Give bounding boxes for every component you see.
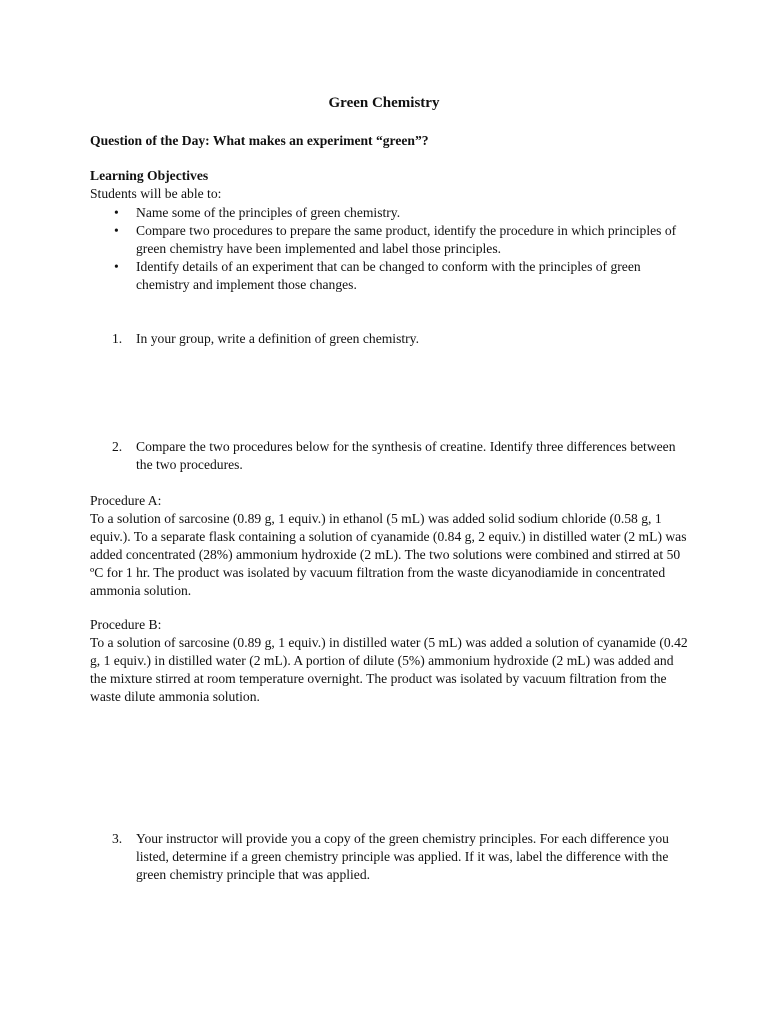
learning-objectives-intro: Students will be able to: (90, 186, 222, 201)
list-item (90, 258, 688, 294)
question-3 (90, 830, 688, 884)
objective-text: Name some of the principles of green chemistry. (136, 205, 401, 220)
objective-text: Compare two procedures to prepare the same product, identify the procedure in which principles of green chemistry have been implemented and label those principles. (136, 223, 677, 256)
question-text: In your group, write a definition of green chemistry. (136, 331, 419, 346)
procedure-a-label: Procedure A: (90, 493, 162, 508)
list-item (90, 204, 688, 222)
learning-objectives-heading: Learning Objectives (90, 168, 209, 183)
question-number: 1. (112, 331, 123, 346)
question-of-the-day: Question of the Day: What makes an experiment “green”? (90, 133, 429, 148)
bullet-icon: • (114, 259, 119, 274)
procedure-b-label: Procedure B: (90, 617, 162, 632)
question-text: Your instructor will provide you a copy of the green chemistry principles. For each difference you listed, determine if a green chemistry principle was applied. If it was, label the difference with the green chemistry principle that was applied. (136, 831, 669, 882)
question-text: Compare the two procedures below for the synthesis of creatine. Identify three differences between the two procedures. (136, 439, 676, 472)
question-number: 2. (112, 439, 123, 454)
list-item (90, 222, 688, 258)
objective-text: Identify details of an experiment that can be changed to conform with the principles of green chemistry and implement those changes. (136, 259, 641, 292)
bullet-icon: • (114, 223, 119, 238)
procedure-a-text: To a solution of sarcosine (0.89 g, 1 equiv.) in ethanol (5 mL) was added solid sodium chloride (0.58 g, 1 equiv.). To a separate flask containing a solution of cyanamide (0.84 g, 2 equiv.) in distilled water (2 mL) was added concentrated (28%) ammonium hydroxide (2 mL). The two solutions were combined and stirred at 50 ºC for 1 hr. The product was isolated by vacuum filtration from the waste dicyanodiamide in concentrated ammonia solution. (90, 511, 687, 598)
question-2 (90, 438, 688, 474)
bullet-icon: • (114, 205, 119, 220)
question-number: 3. (112, 831, 123, 846)
procedure-b-text: To a solution of sarcosine (0.89 g, 1 equiv.) in distilled water (5 mL) was added a solution of cyanamide (0.42 g, 1 equiv.) in distilled water (2 mL). A portion of dilute (5%) ammonium hydroxide (2 mL) was added and the mixture stirred at room temperature overnight. The product was isolated by vacuum filtration from the waste dilute ammonia solution. (90, 635, 688, 704)
question-1 (90, 330, 688, 348)
document-title: Green Chemistry (328, 95, 440, 111)
learning-objectives-list (90, 204, 688, 294)
